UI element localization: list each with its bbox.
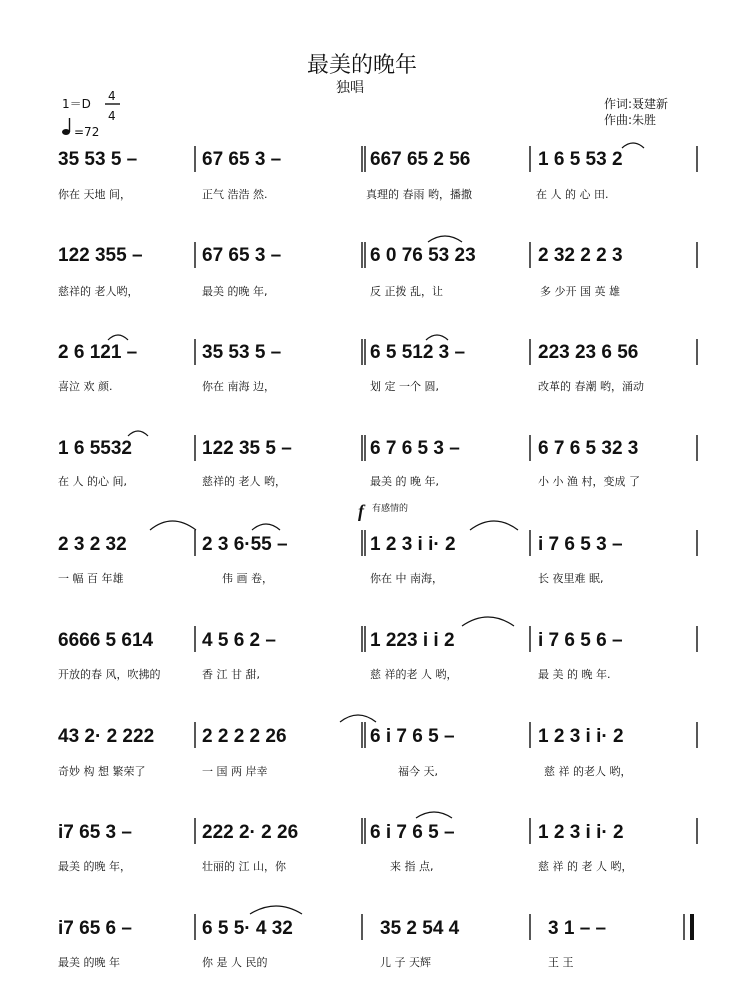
- score-line-6: [58, 617, 697, 681]
- slur: [462, 617, 514, 626]
- slur: [150, 521, 196, 530]
- lyric-3-2: 你在 南海 边，: [202, 380, 275, 393]
- lyric-8-3: 来 指 点,: [390, 860, 434, 873]
- lyric-9-4: 王 王: [548, 956, 574, 969]
- lyric-1-4: 在 人 的 心 田.: [536, 188, 609, 201]
- measure-9-1: i7 65 6 –: [58, 918, 132, 939]
- lyric-9-3: 儿 子 天辉: [380, 956, 431, 969]
- measure-3-2: 35 53 5 –: [202, 342, 282, 363]
- lyric-5-1: 一 幅 百 年雄: [58, 572, 124, 585]
- lyric-3-1: 喜泣 欢 颜.: [58, 380, 113, 393]
- measure-1-4: 1 6 5 53 2: [538, 149, 623, 170]
- measure-2-4: 2 32 2 2 3: [538, 245, 623, 266]
- measure-4-4: 6 7 6 5 32 3: [538, 438, 639, 459]
- expression-marking: 有感情的: [372, 504, 409, 514]
- lyric-8-2: 壮丽的 江 山，你: [202, 860, 286, 873]
- measure-7-2: 2 2 2 2 26: [202, 726, 287, 747]
- lyric-5-3: 你在 中 南海，: [370, 572, 443, 585]
- lyric-6-3: 慈 祥的老 人 哟，: [370, 668, 458, 681]
- song-title: 最美的晚年: [306, 53, 418, 78]
- measure-8-4: 1 2 3 i i· 2: [538, 822, 624, 843]
- measure-4-1: 1 6 5532: [58, 438, 132, 459]
- time-numerator: 4: [108, 89, 116, 103]
- dynamic-forte: f: [358, 501, 364, 521]
- lyric-4-4: 小 小 渔 村，变成 了: [538, 475, 640, 488]
- measure-9-3: 35 2 54 4: [380, 918, 460, 939]
- lyric-7-3: 福今 天,: [398, 765, 438, 778]
- measure-9-4: 3 1 – –: [548, 918, 607, 939]
- slur: [250, 906, 302, 914]
- score-line-8: [58, 812, 697, 873]
- measure-3-3: 6 5 512 3 –: [370, 342, 466, 363]
- lyric-3-3: 划 定 一个 圆,: [370, 380, 439, 393]
- lyric-6-2: 香 江 甘 甜,: [202, 668, 260, 681]
- lyric-2-2: 最美 的晚 年,: [202, 285, 268, 298]
- measure-1-3: 667 65 2 56: [370, 149, 471, 170]
- score-line-3: [58, 335, 697, 393]
- lyric-7-2: 一 国 两 岸幸: [202, 765, 268, 778]
- measure-6-4: i 7 6 5 6 –: [538, 630, 623, 651]
- slur: [340, 715, 376, 722]
- measure-3-1: 2 6 121 –: [58, 342, 138, 363]
- measure-8-1: i7 65 3 –: [58, 822, 132, 843]
- measure-8-3: 6 i 7 6 5 –: [370, 822, 455, 843]
- measure-6-2: 4 5 6 2 –: [202, 630, 276, 651]
- score-line-2: [58, 236, 697, 298]
- measure-1-1: 35 53 5 –: [58, 149, 138, 170]
- measure-5-3: 1 2 3 i i· 2: [370, 534, 456, 555]
- lyric-4-2: 慈祥的 老人 哟，: [202, 475, 286, 488]
- measure-3-4: 223 23 6 56: [538, 342, 639, 363]
- lyric-5-2: 伟 画 卷，: [222, 572, 273, 585]
- lyric-2-4: 多 少开 国 英 雄: [540, 285, 620, 298]
- measure-5-1: 2 3 2 32: [58, 534, 127, 555]
- lyric-1-2: 正气 浩浩 然.: [202, 188, 268, 201]
- measure-6-3: 1 223 i i 2: [370, 630, 455, 651]
- lyric-5-4: 长 夜里难 眠,: [538, 572, 604, 585]
- measure-7-1: 43 2· 2 222: [58, 726, 155, 747]
- score-line-1: [58, 143, 697, 201]
- tempo-marking: =72: [74, 125, 100, 139]
- lyric-6-4: 最 美 的 晚 年.: [538, 668, 611, 681]
- measure-4-3: 6 7 6 5 3 –: [370, 438, 460, 459]
- composer-credit: 作曲:朱胜: [604, 113, 657, 127]
- lyric-1-1: 你在 天地 间，: [58, 188, 131, 201]
- measure-5-4: i 7 6 5 3 –: [538, 534, 623, 555]
- lyric-6-1: 开放的春 风，吹拂的: [58, 668, 161, 681]
- slur: [426, 335, 448, 340]
- lyric-3-4: 改革的 春潮 哟，涌动: [538, 380, 644, 393]
- lyric-4-1: 在 人 的心 间,: [58, 475, 127, 488]
- score-line-7: [58, 715, 697, 778]
- score-line-4: [58, 431, 697, 488]
- slur: [428, 236, 462, 242]
- measure-2-2: 67 65 3 –: [202, 245, 282, 266]
- lyric-9-1: 最美 的晚 年: [58, 956, 120, 969]
- slur: [108, 335, 128, 340]
- slur: [470, 521, 518, 530]
- measure-2-1: 122 355 –: [58, 245, 143, 266]
- measure-2-3: 6 0 76 53 23: [370, 245, 476, 266]
- lyric-2-1: 慈祥的 老人哟，: [58, 285, 139, 298]
- measure-8-2: 222 2· 2 26: [202, 822, 299, 843]
- measure-7-3: 6 i 7 6 5 –: [370, 726, 455, 747]
- measure-7-4: 1 2 3 i i· 2: [538, 726, 624, 747]
- slur: [416, 812, 452, 818]
- lyric-7-4: 慈 祥 的老人 哟，: [544, 765, 632, 778]
- lyric-9-2: 你 是 人 民的: [202, 956, 268, 969]
- score-line-9: [58, 906, 692, 969]
- lyric-8-4: 慈 祥 的 老 人 哟，: [538, 860, 633, 873]
- slur: [128, 431, 148, 436]
- measure-9-2: 6 5 5· 4 32: [202, 918, 293, 939]
- lyric-8-1: 最美 的晚 年，: [58, 860, 131, 873]
- key-signature: 1＝D: [62, 97, 91, 111]
- measure-1-2: 67 65 3 –: [202, 149, 282, 170]
- lyricist-credit: 作词:聂建新: [604, 97, 669, 111]
- slur: [622, 143, 644, 148]
- score-line-5: [58, 521, 697, 585]
- lyric-1-3: 真理的 春雨 哟，播撒: [366, 188, 472, 201]
- slur: [252, 524, 280, 530]
- measure-4-2: 122 35 5 –: [202, 438, 292, 459]
- lyric-2-3: 反 正拨 乱，让: [370, 285, 443, 298]
- lyric-7-1: 奇妙 构 想 繁荣了: [58, 765, 146, 778]
- song-subtitle: 独唱: [336, 80, 364, 96]
- measure-5-2: 2 3 6·55 –: [202, 534, 288, 555]
- time-denominator: 4: [108, 109, 116, 123]
- lyric-4-3: 最美 的 晚 年,: [370, 475, 439, 488]
- measure-6-1: 6666 5 614: [58, 630, 154, 651]
